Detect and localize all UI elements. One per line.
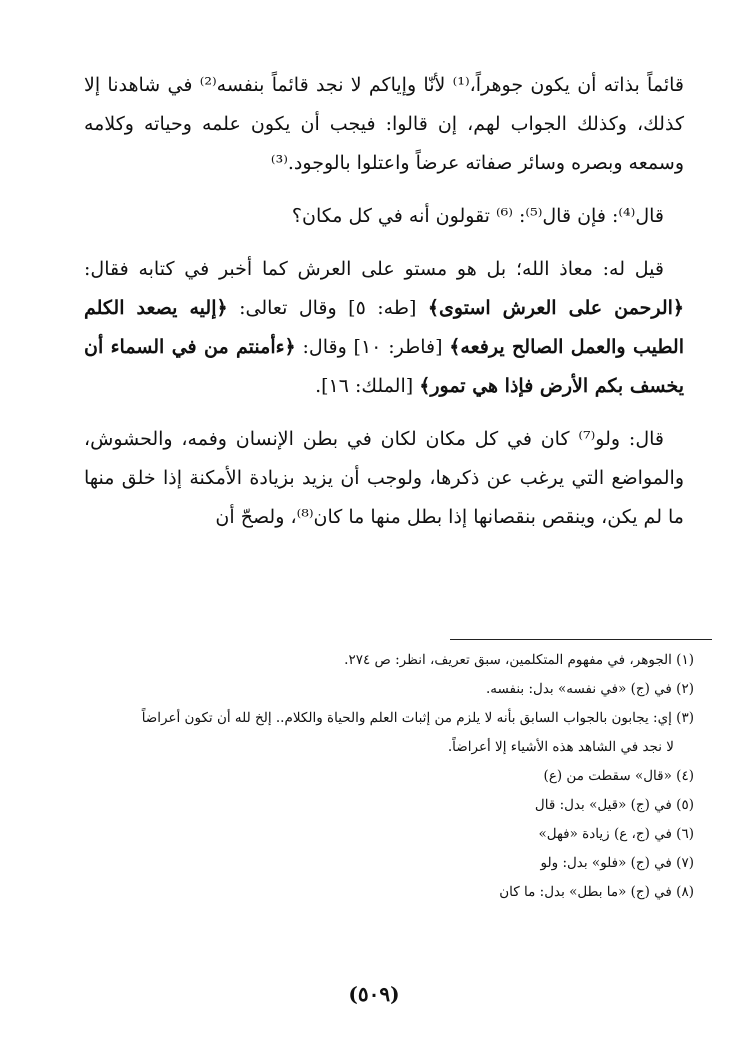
main-text: [84, 66, 684, 537]
paragraph-3: [84, 250, 684, 406]
footnote-4: (٤) «قال» سقطت من (ع): [543, 768, 694, 784]
quran-verse-3: ﴿ءأمنتم من في السماء أن يخسف بكم الأرض فإذا هي تمور﴾: [84, 336, 684, 397]
page-number: (٥٠٩): [348, 982, 400, 1006]
quran-verse-1: ﴿الرحمن على العرش استوى﴾: [427, 297, 685, 319]
footnote-3: (٣) إي: يجابون بالجواب السابق بأنه لا يلزم من إثبات العلم والحياة والكلام.. إلخ لله أن تكون أعراضاً: [141, 710, 694, 726]
paragraph-3-intro: قيل له: معاذ الله؛ بل هو مستو على العرش كما أخبر في كتابه فقال:: [84, 258, 664, 280]
verse-reference-2: [فاطر: ١٠] وقال:: [295, 336, 450, 358]
verse-reference-3: [الملك: ١٦].: [315, 375, 420, 397]
paragraph-2: قال⁽⁴⁾: فإن قال⁽⁵⁾: ⁽⁶⁾ تقولون أنه في كل مكان؟: [291, 205, 664, 227]
quran-verse-2: ﴿إليه يصعد الكلم الطيب والعمل الصالح يرفعه﴾: [84, 297, 684, 358]
footnote-divider: [450, 639, 712, 640]
footnote-6: (٦) في (ج، ع) زيادة «فهل»: [538, 826, 694, 842]
footnote-7: (٧) في (ج) «فلو» بدل: ولو: [540, 855, 694, 871]
footnote-8: (٨) في (ج) «ما بطل» بدل: ما كان: [499, 884, 694, 900]
verse-reference-1: [طه: ٥] وقال تعالى:: [227, 297, 428, 319]
footnote-1: (١) الجوهر، في مفهوم المتكلمين، سبق تعريف، انظر: ص ٢٧٤.: [344, 652, 694, 668]
footnote-2: (٢) في (ج) «في نفسه» بدل: بنفسه.: [485, 681, 694, 697]
paragraph-1: قائماً بذاته أن يكون جوهراً،⁽¹⁾ لأنّا وإياكم لا نجد قائماً بنفسه⁽²⁾ في شاهدنا إلا كذلك، وكذلك الجواب لهم، إن قالوا: فيجب أن يكون علمه وحياته وكلامه وسمعه وبصره وسائر صفاته عرضاً واعتلوا بالوجود.⁽³⁾: [84, 74, 684, 174]
paragraph-4: قال: ولو⁽⁷⁾ كان في كل مكان لكان في بطن الإنسان وفمه، والحشوش، والمواضع التي يرغب عن ذكرها، ولوجب أن يزيد بزيادة الأمكنة إذا خلق منها ما لم يكن، وينقص بنقصانها إذا بطل منها ما كان⁽⁸⁾، ولصحّ أن: [84, 428, 684, 528]
footnote-3-continuation: لا نجد في الشاهد هذه الأشياء إلا أعراضاً.: [447, 739, 674, 755]
footnote-5: (٥) في (ج) «قيل» بدل: قال: [534, 797, 694, 813]
footnotes: [84, 646, 704, 907]
